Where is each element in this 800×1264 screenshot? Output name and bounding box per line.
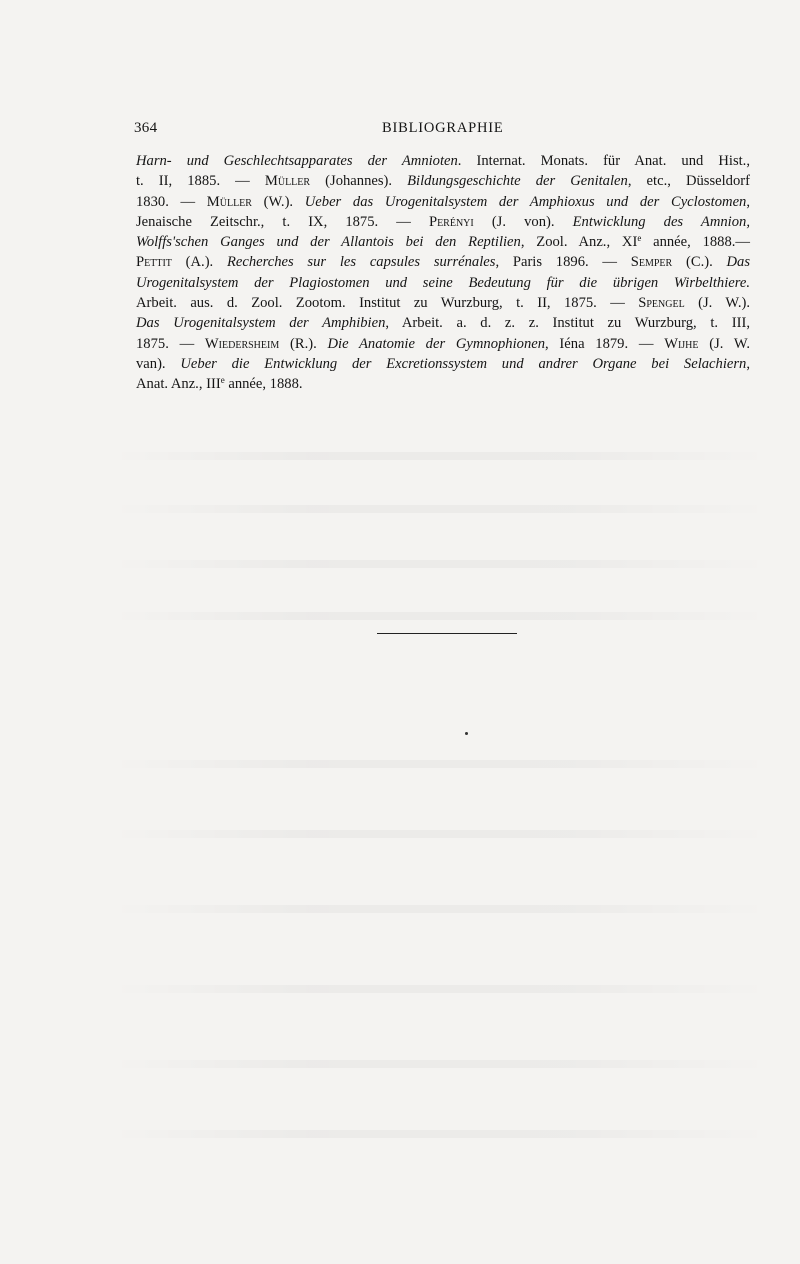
text-segment: , etc., Düsseldorf <box>627 173 750 190</box>
ink-speck <box>465 732 468 735</box>
work-title: Das Urogenitalsystem der Amphibien <box>136 315 386 332</box>
text-line <box>136 273 750 293</box>
work-title: Ueber das Urogenitalsystem der Amphioxus und der Cyclostomen <box>304 193 747 210</box>
text-segment: van). <box>136 355 181 372</box>
text-segment: , Iéna 1879. — <box>545 335 665 352</box>
text-segment: (J. W. <box>698 335 750 352</box>
text-segment: (Johannes). <box>310 173 408 190</box>
show-through-shadow <box>110 1060 770 1068</box>
page-header <box>134 120 748 142</box>
show-through-shadow <box>110 1130 770 1138</box>
text-line <box>136 293 750 313</box>
text-segment: , Paris 1896. — <box>495 254 631 271</box>
author-name: Semper <box>630 254 673 271</box>
text-segment: année, 1888. <box>224 376 303 393</box>
text-segment: (J. von). <box>473 213 573 230</box>
show-through-shadow <box>110 505 770 513</box>
text-segment: 1830. — <box>136 193 207 210</box>
text-segment: t. II, 1885. — <box>136 173 265 190</box>
show-through-shadow <box>110 760 770 768</box>
work-title: Harn- und Geschlechtsapparates der Amnioten <box>136 153 458 169</box>
text-segment: , <box>746 193 751 210</box>
text-segment: e <box>220 375 225 386</box>
work-title: Urogenitalsystem der Plagiostomen und seine Bedeutung für die übrigen Wirbelthiere. <box>136 274 750 291</box>
work-title: Die Anatomie der Gymnophionen <box>327 335 546 352</box>
work-title: Recherches sur les capsules surrénales <box>226 254 496 271</box>
show-through-shadow <box>110 452 770 460</box>
section-divider-rule <box>377 633 517 634</box>
text-segment: (C.). <box>672 254 727 271</box>
text-segment: , Zool. Anz., XI <box>520 234 638 251</box>
show-through-shadow <box>110 985 770 993</box>
show-through-shadow <box>110 830 770 838</box>
text-line <box>136 171 750 191</box>
bibliography-text <box>136 151 750 395</box>
running-title: BIBLIOGRAPHIE <box>382 120 504 136</box>
text-line <box>136 354 750 374</box>
text-line <box>136 374 750 394</box>
author-name: Spengel <box>638 295 685 312</box>
text-line <box>136 232 750 252</box>
page-number: 364 <box>134 120 158 136</box>
text-line <box>136 151 750 171</box>
text-segment: e <box>637 233 642 244</box>
show-through-shadow <box>110 612 770 620</box>
work-title: Entwicklung des Amnion, <box>572 213 750 230</box>
text-segment: année, 1888.— <box>641 234 751 251</box>
text-line <box>136 334 750 354</box>
text-segment: Anat. Anz., III <box>136 376 221 393</box>
text-segment: . Internat. Monats. für Anat. und Hist., <box>457 153 750 169</box>
work-title: Bildungsgeschichte der Genitalen <box>407 173 628 190</box>
text-line <box>136 313 750 333</box>
text-segment: 1875. — <box>136 335 205 352</box>
author-name: Wiedersheim <box>204 335 280 352</box>
author-name: Müller <box>206 193 252 210</box>
text-line <box>136 212 750 232</box>
text-segment: Arbeit. aus. d. Zool. Zootom. Institut zu Wurzburg, t. II, 1875. — <box>136 295 639 312</box>
text-segment: , Arbeit. a. d. z. z. Institut zu Wurzburg, t. III, <box>385 315 750 332</box>
author-name: Pettit <box>136 254 172 271</box>
work-title: Das <box>726 254 750 271</box>
author-name: Wijhe <box>664 335 699 352</box>
text-segment: , <box>746 355 750 372</box>
show-through-shadow <box>110 560 770 568</box>
text-segment: (J. W.). <box>684 295 751 312</box>
show-through-shadow <box>110 905 770 913</box>
text-segment: (R.). <box>279 335 328 352</box>
text-segment: (W.). <box>251 193 305 210</box>
text-line <box>136 252 750 272</box>
work-title: Ueber die Entwicklung der Excretionssystem und andrer Organe bei Selachiern <box>180 355 747 372</box>
author-name: Perényi <box>428 213 474 230</box>
work-title: Wolffs'schen Ganges und der Allantois bei den Reptilien <box>136 234 521 251</box>
text-segment: Jenaische Zeitschr., t. IX, 1875. — <box>136 213 429 230</box>
text-segment: (A.). <box>171 254 227 271</box>
text-line <box>136 192 750 212</box>
author-name: Müller <box>264 173 311 190</box>
